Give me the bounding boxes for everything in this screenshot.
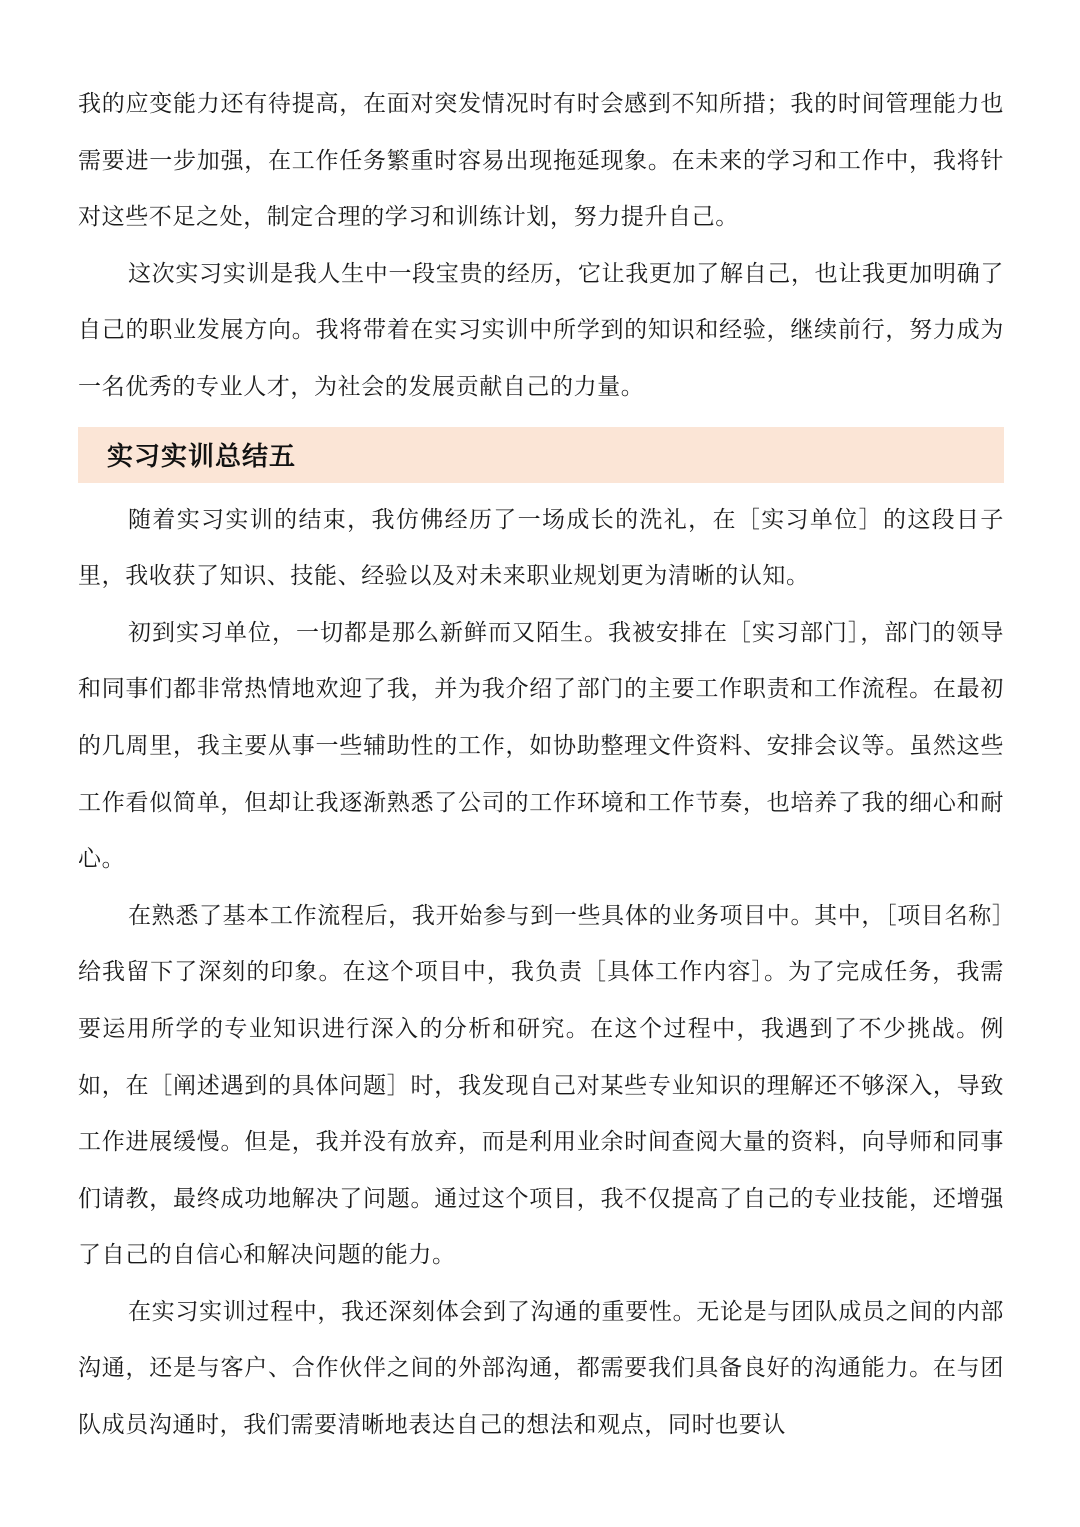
paragraph-truncated: 在实习实训过程中，我还深刻体会到了沟通的重要性。无论是与团队成员之间的内部沟通，还是与客户、合作伙伴之间的外部沟通，都需要我们具备良好的沟通能力。在与团队成员沟通时，我们需要清晰地表达自己的想法和观点，同时也要认 <box>78 1298 1004 1439</box>
section-heading: 实习实训总结五 <box>107 442 297 473</box>
document-page <box>78 76 1004 1454</box>
paragraph: 在熟悉了基本工作流程后，我开始参与到一些具体的业务项目中。其中，［项目名称］给我留下了深刻的印象。在这个项目中，我负责［具体工作内容］。为了完成任务，我需要运用所学的专业知识进行深入的分析和研究。在这个过程中，我遇到了不少挑战。例如，在［阐述遇到的具体问题］时，我发现自己对某些专业知识的理解还不够深入，导致工作进展缓慢。但是，我并没有放弃，而是利用业余时间查阅大量的资料，向导师和同事们请教，最终成功地解决了问题。通过这个项目，我不仅提高了自己的专业技能，还增强了自己的自信心和解决问题的能力。 <box>78 902 1004 1269</box>
paragraph: 这次实习实训是我人生中一段宝贵的经历，它让我更加了解自己，也让我更加明确了自己的职业发展方向。我将带着在实习实训中所学到的知识和经验，继续前行，努力成为一名优秀的专业人才，为社会的发展贡献自己的力量。 <box>78 260 1004 400</box>
section-heading-band <box>78 427 1004 483</box>
paragraph: 随着实习实训的结束，我仿佛经历了一场成长的洗礼，在［实习单位］的这段日子里，我收获了知识、技能、经验以及对未来职业规划更为清晰的认知。 <box>78 506 1004 590</box>
paragraph-continued: 我的应变能力还有待提高，在面对突发情况时有时会感到不知所措；我的时间管理能力也需要进一步加强，在工作任务繁重时容易出现拖延现象。在未来的学习和工作中，我将针对这些不足之处，制定合理的学习和训练计划，努力提升自己。 <box>78 91 1004 231</box>
paragraph: 初到实习单位，一切都是那么新鲜而又陌生。我被安排在［实习部门］，部门的领导和同事们都非常热情地欢迎了我，并为我介绍了部门的主要工作职责和工作流程。在最初的几周里，我主要从事一些辅助性的工作，如协助整理文件资料、安排会议等。虽然这些工作看似简单，但却让我逐渐熟悉了公司的工作环境和工作节奏，也培养了我的细心和耐心。 <box>78 619 1004 873</box>
